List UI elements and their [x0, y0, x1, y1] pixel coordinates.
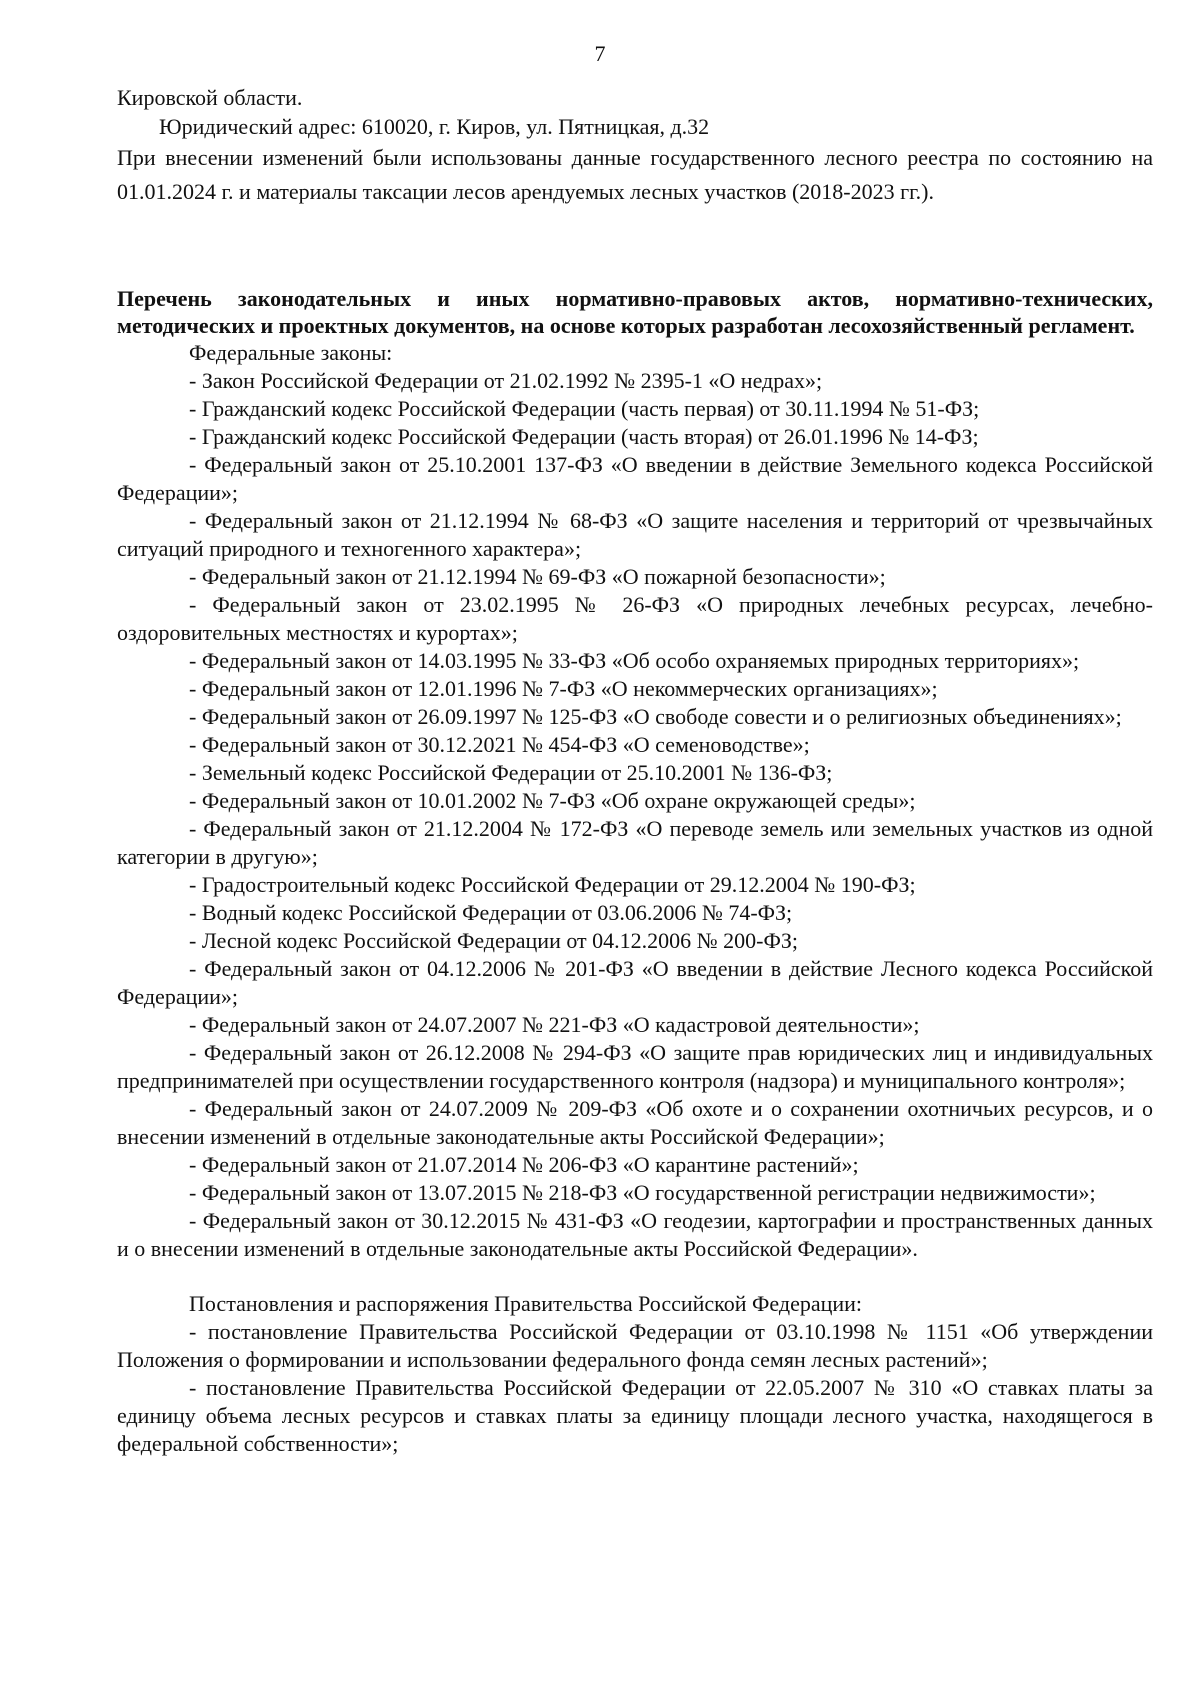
section-heading: Перечень законодательных и иных нормативно-правовых актов, нормативно-технических, методических и проектных документов, на основе которых разработан лесохозяйственный регламент.: [117, 286, 1153, 338]
list-item: - Закон Российской Федерации от 21.02.1992 № 2395-1 «О недрах»;: [189, 368, 823, 393]
list-item: - Федеральный закон от 21.12.1994 № 68-ФЗ «О защите населения и территорий от чрезвычайных ситуаций природного и техногенного характера»;: [117, 508, 1153, 561]
registry-note: При внесении изменений были использованы данные государственного лесного реестра по состоянию на 01.01.2024 г. и материалы таксации лесов арендуемых лесных участков (2018-2023 гг.).: [117, 145, 1153, 204]
list-item: - Федеральный закон от 26.12.2008 № 294-ФЗ «О защите прав юридических лиц и индивидуальных предпринимателей при осуществлении государственного контроля (надзора) и муниципального контроля»;: [117, 1040, 1153, 1093]
federal-laws-list: [117, 367, 1153, 1263]
list-item: - Земельный кодекс Российской Федерации от 25.10.2001 № 136-ФЗ;: [189, 760, 833, 785]
federal-laws-title: Федеральные законы:: [189, 340, 393, 365]
list-item: - Федеральный закон от 21.07.2014 № 206-ФЗ «О карантине растений»;: [189, 1152, 859, 1177]
list-item: - Федеральный закон от 14.03.1995 № 33-ФЗ «Об особо охраняемых природных территориях»;: [189, 648, 1080, 673]
list-item: - Федеральный закон от 24.07.2007 № 221-ФЗ «О кадастровой деятельности»;: [189, 1012, 920, 1037]
list-item: - Федеральный закон от 26.09.1997 № 125-ФЗ «О свободе совести и о религиозных объединениях»;: [189, 704, 1122, 729]
list-item: - Гражданский кодекс Российской Федерации (часть первая) от 30.11.1994 № 51-ФЗ;: [189, 396, 980, 421]
section-spacer: [117, 1263, 1153, 1290]
government-acts-title: Постановления и распоряжения Правительства Российской Федерации:: [189, 1291, 863, 1316]
document-body: [117, 83, 1153, 1458]
list-item: - Федеральный закон от 30.12.2015 № 431-ФЗ «О геодезии, картографии и пространственных данных и о внесении изменений в отдельные законодательные акты Российской Федерации».: [117, 1208, 1153, 1261]
list-item: - Федеральный закон от 23.02.1995 № 26-ФЗ «О природных лечебных ресурсах, лечебно-оздоровительных местностях и курортах»;: [117, 592, 1153, 645]
list-item: - Федеральный закон от 21.12.2004 № 172-ФЗ «О переводе земель или земельных участков из одной категории в другую»;: [117, 816, 1153, 869]
list-item: - Федеральный закон от 25.10.2001 137-ФЗ «О введении в действие Земельного кодекса Российской Федерации»;: [117, 452, 1153, 505]
list-item: - постановление Правительства Российской Федерации от 22.05.2007 № 310 «О ставках платы за единицу объема лесных ресурсов и ставках платы за единицу площади лесного участка, находящегося в федеральной собственности»;: [117, 1375, 1153, 1456]
list-item: - Лесной кодекс Российской Федерации от 04.12.2006 № 200-ФЗ;: [189, 928, 798, 953]
intro-section: [117, 83, 1153, 209]
list-item: - Федеральный закон от 12.01.1996 № 7-ФЗ «О некоммерческих организациях»;: [189, 676, 938, 701]
list-item: - Федеральный закон от 04.12.2006 № 201-ФЗ «О введении в действие Лесного кодекса Российской Федерации»;: [117, 956, 1153, 1009]
page-number: 7: [594, 41, 606, 66]
list-item: - Водный кодекс Российской Федерации от 03.06.2006 № 74-ФЗ;: [189, 900, 793, 925]
list-item: - Федеральный закон от 10.01.2002 № 7-ФЗ «Об охране окружающей среды»;: [189, 788, 916, 813]
list-item: - Федеральный закон от 13.07.2015 № 218-ФЗ «О государственной регистрации недвижимости»;: [189, 1180, 1096, 1205]
legal-address: Юридический адрес: 610020, г. Киров, ул. Пятницкая, д.32: [159, 114, 710, 139]
list-item: - постановление Правительства Российской Федерации от 03.10.1998 № 1151 «Об утверждении Положения о формировании и использовании федерального фонда семян лесных растений»;: [117, 1319, 1153, 1372]
list-item: - Федеральный закон от 24.07.2009 № 209-ФЗ «Об охоте и о сохранении охотничьих ресурсов, и о внесении изменений в отдельные законодательные акты Российской Федерации»;: [117, 1096, 1153, 1149]
intro-line: Кировской области.: [117, 85, 303, 110]
list-item: - Градостроительный кодекс Российской Федерации от 29.12.2004 № 190-ФЗ;: [189, 872, 916, 897]
list-item: - Федеральный закон от 30.12.2021 № 454-ФЗ «О семеноводстве»;: [189, 732, 810, 757]
list-item: - Федеральный закон от 21.12.1994 № 69-ФЗ «О пожарной безопасности»;: [189, 564, 886, 589]
government-acts-list: [117, 1318, 1153, 1458]
list-item: - Гражданский кодекс Российской Федерации (часть вторая) от 26.01.1996 № 14-ФЗ;: [189, 424, 979, 449]
